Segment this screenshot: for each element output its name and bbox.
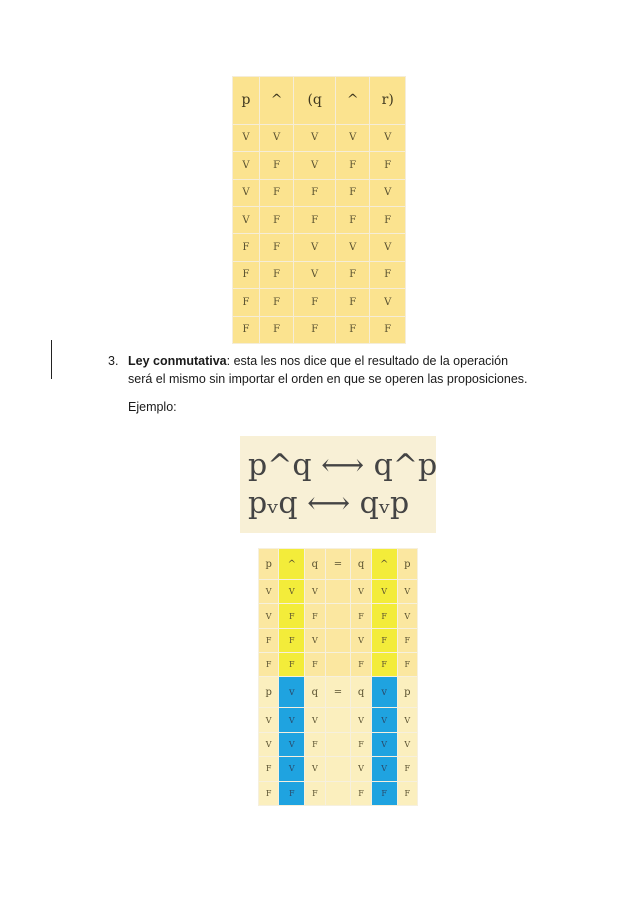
table-cell: F [259, 781, 279, 805]
table-cell: F [336, 206, 370, 233]
table-cell: V [259, 604, 279, 628]
table-row [259, 604, 418, 628]
header-cell: v [371, 677, 397, 708]
table-cell: F [336, 261, 370, 288]
table-cell: V [305, 757, 325, 781]
table-cell: V [336, 124, 370, 151]
table-cell: F [371, 781, 397, 805]
table-cell: V [233, 124, 260, 151]
header-cell: q [305, 549, 325, 580]
table-cell [325, 708, 351, 732]
header-cell: v [279, 677, 305, 708]
table-row [233, 206, 406, 233]
header-cell: = [325, 677, 351, 708]
table-row [233, 289, 406, 316]
table-row [259, 653, 418, 677]
table-cell: F [233, 234, 260, 261]
table-header-row [233, 77, 406, 125]
table-cell: V [370, 234, 406, 261]
formula-or: pᵥq ⟷ qᵥp [248, 486, 410, 521]
table-cell: V [279, 580, 305, 604]
table-cell: F [259, 289, 293, 316]
header-cell: ^ [259, 77, 293, 125]
table-cell: F [305, 604, 325, 628]
table-cell: V [351, 757, 371, 781]
table-cell: F [259, 316, 293, 343]
table-cell: V [351, 708, 371, 732]
table-cell: F [371, 628, 397, 652]
header-cell: p [259, 549, 279, 580]
table-cell: V [259, 124, 293, 151]
table-cell: F [259, 152, 293, 179]
table-cell: V [371, 580, 397, 604]
table-cell [325, 732, 351, 756]
header-cell: ^ [336, 77, 370, 125]
table-cell: F [259, 757, 279, 781]
table-row [233, 316, 406, 343]
table-cell: V [305, 580, 325, 604]
header-cell: (q [294, 77, 336, 125]
formula-and: p^q ⟷ q^p [248, 448, 438, 483]
table-cell: F [371, 653, 397, 677]
table-cell: V [233, 152, 260, 179]
table-row [233, 261, 406, 288]
table-cell: F [336, 289, 370, 316]
table-row [233, 179, 406, 206]
table-cell: F [351, 781, 371, 805]
table-cell: F [370, 206, 406, 233]
table-cell: V [279, 757, 305, 781]
table-cell: F [259, 234, 293, 261]
table-row [259, 732, 418, 756]
table-cell: V [397, 732, 417, 756]
table-cell: V [351, 628, 371, 652]
table-cell: F [294, 206, 336, 233]
table-cell: V [294, 261, 336, 288]
table-cell: F [259, 206, 293, 233]
table-cell: F [370, 261, 406, 288]
table-cell: V [279, 708, 305, 732]
table-cell: F [279, 628, 305, 652]
table-cell [325, 628, 351, 652]
table-cell: F [233, 261, 260, 288]
header-cell: p [259, 677, 279, 708]
table-cell: V [305, 708, 325, 732]
header-cell: p [397, 677, 417, 708]
table-cell: F [370, 316, 406, 343]
table-cell: F [371, 604, 397, 628]
table-cell: F [294, 179, 336, 206]
table-header-row [259, 549, 418, 580]
table-cell [325, 580, 351, 604]
table-cell: F [397, 628, 417, 652]
table-cell: F [233, 289, 260, 316]
commutative-formula-box [240, 436, 436, 533]
table-row [259, 781, 418, 805]
table-cell: F [279, 653, 305, 677]
list-number: 3. [108, 354, 119, 368]
table-cell: F [259, 653, 279, 677]
list-item-commutative-law [108, 352, 578, 388]
header-cell: q [351, 677, 371, 708]
table-row [233, 124, 406, 151]
table-cell [325, 757, 351, 781]
table-cell: F [259, 261, 293, 288]
header-cell: r) [370, 77, 406, 125]
table-cell: F [351, 604, 371, 628]
table-row [259, 628, 418, 652]
table-cell: V [279, 732, 305, 756]
revision-margin-bar [51, 340, 52, 379]
table-cell: V [370, 179, 406, 206]
table-cell: F [351, 653, 371, 677]
table-cell: V [259, 732, 279, 756]
table-cell: F [294, 289, 336, 316]
table-cell: F [336, 152, 370, 179]
table-cell: F [259, 179, 293, 206]
table-row [259, 580, 418, 604]
header-cell: p [397, 549, 417, 580]
table-row [259, 708, 418, 732]
law-title: Ley conmutativa [128, 354, 227, 368]
header-cell: = [325, 549, 351, 580]
table-cell: V [259, 580, 279, 604]
table-cell: F [305, 732, 325, 756]
table-cell: F [279, 604, 305, 628]
header-cell: q [305, 677, 325, 708]
table-cell: F [397, 757, 417, 781]
table-cell: F [397, 653, 417, 677]
table-row [233, 152, 406, 179]
table-cell: F [351, 732, 371, 756]
table-cell: F [259, 628, 279, 652]
header-cell: q [351, 549, 371, 580]
table-cell: V [397, 580, 417, 604]
table-cell: V [370, 289, 406, 316]
table-cell: V [305, 628, 325, 652]
table-cell: V [371, 757, 397, 781]
table-row [233, 234, 406, 261]
table-cell: F [336, 179, 370, 206]
table-cell: V [233, 179, 260, 206]
table-cell: F [233, 316, 260, 343]
table-cell: F [397, 781, 417, 805]
header-cell: p [233, 77, 260, 125]
table-cell: V [259, 708, 279, 732]
table-cell: V [336, 234, 370, 261]
law-description-line2: será el mismo sin importar el orden en que se operen las proposiciones. [128, 372, 528, 386]
table-cell: F [279, 781, 305, 805]
table-cell [325, 653, 351, 677]
table-cell: V [370, 124, 406, 151]
table-cell: F [305, 781, 325, 805]
law-description-line1: : esta les nos dice que el resultado de la operación [226, 354, 509, 368]
table-cell: V [371, 732, 397, 756]
table-cell: F [336, 316, 370, 343]
table-cell: F [294, 316, 336, 343]
table-cell: V [397, 708, 417, 732]
table-header-row [259, 677, 418, 708]
example-label: Ejemplo: [128, 400, 177, 414]
table-cell: V [351, 580, 371, 604]
truth-table-commutative [258, 548, 418, 806]
table-cell: F [305, 653, 325, 677]
table-cell [325, 781, 351, 805]
header-cell: ^ [371, 549, 397, 580]
header-cell: ^ [279, 549, 305, 580]
table-cell: V [294, 234, 336, 261]
table-row [259, 757, 418, 781]
truth-table-associative [232, 76, 406, 344]
table-cell: V [294, 124, 336, 151]
table-cell: F [370, 152, 406, 179]
table-cell: V [294, 152, 336, 179]
table-cell: V [371, 708, 397, 732]
table-cell: V [233, 206, 260, 233]
table-cell: V [397, 604, 417, 628]
table-cell [325, 604, 351, 628]
